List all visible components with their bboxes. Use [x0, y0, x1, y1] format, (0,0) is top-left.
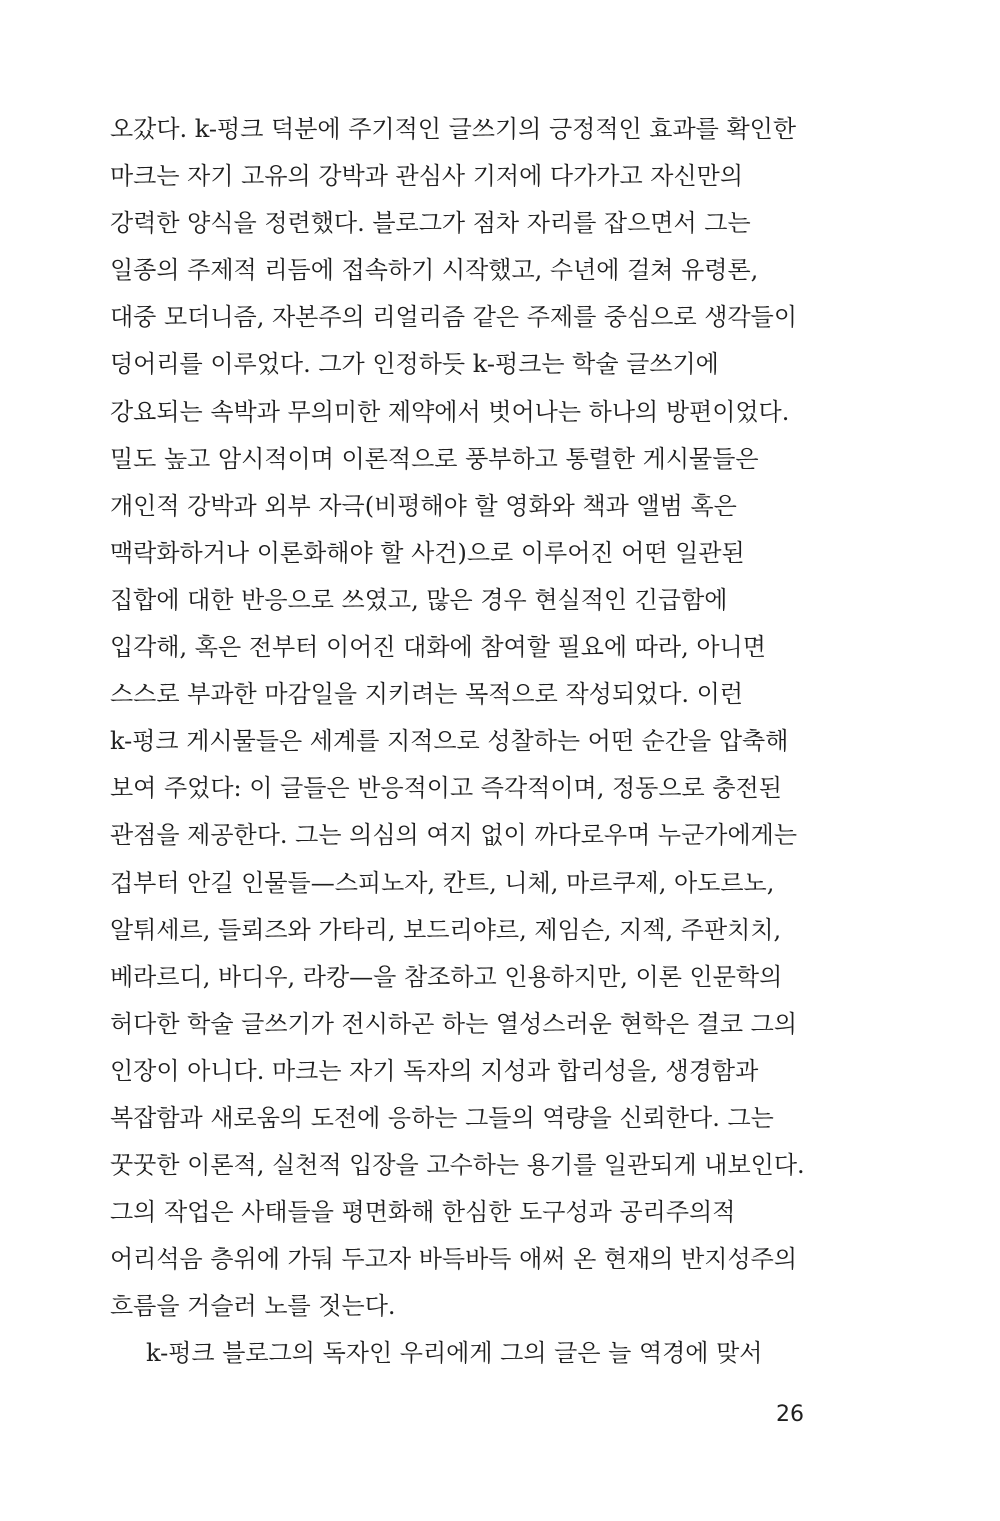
text-line: 맥락화하거나 이론화해야 할 사건)으로 이루어진 어떤 일관된 [110, 538, 745, 567]
text-line: 허다한 학술 글쓰기가 전시하곤 하는 열성스러운 현학은 결코 그의 [110, 1009, 797, 1038]
text-line: 밀도 높고 암시적이며 이론적으로 풍부하고 통렬한 게시물들은 [110, 444, 759, 473]
text-line: 알튀세르, 들뢰즈와 가타리, 보드리야르, 제임슨, 지젝, 주판치치, [110, 915, 782, 944]
text-line: 입각해, 혹은 전부터 이어진 대화에 참여할 필요에 따라, 아니면 [110, 633, 766, 662]
text-line: 겁부터 안길 인물들—스피노자, 칸트, 니체, 마르쿠제, 아도르노, [110, 868, 775, 897]
text-line: 마크는 자기 고유의 강박과 관심사 기저에 다가가고 자신만의 [110, 162, 744, 191]
paragraph-first-line: k-펑크 블로그의 독자인 우리에게 그의 글은 늘 역경에 맞서 [146, 1339, 763, 1368]
text-line: 집합에 대한 반응으로 쓰였고, 많은 경우 현실적인 긴급함에 [110, 585, 728, 614]
text-line: 오갔다. k-펑크 덕분에 주기적인 글쓰기의 긍정적인 효과를 확인한 [110, 115, 797, 143]
text-line: 흐름을 거슬러 노를 젓는다. [110, 1292, 396, 1321]
text-line: 일종의 주제적 리듬에 접속하기 시작했고, 수년에 걸쳐 유령론, [110, 256, 759, 285]
text-line: 그의 작업은 사태들을 평면화해 한심한 도구성과 공리주의적 [110, 1198, 736, 1227]
text-line: 개인적 강박과 외부 자극(비평해야 할 영화와 책과 앨범 혹은 [110, 491, 737, 520]
page-number: 26 [776, 1402, 804, 1427]
text-line: 보여 주었다: 이 글들은 반응적이고 즉각적이며, 정동으로 충전된 [110, 774, 782, 803]
text-line: 복잡함과 새로움의 도전에 응하는 그들의 역량을 신뢰한다. 그는 [110, 1103, 774, 1132]
text-line: 관점을 제공한다. 그는 의심의 여지 없이 까다로우며 누군가에게는 [110, 821, 797, 850]
text-line: 강력한 양식을 정련했다. 블로그가 점차 자리를 잡으면서 그는 [110, 209, 751, 238]
text-line: 꿋꿋한 이론적, 실천적 입장을 고수하는 용기를 일관되게 내보인다. [110, 1151, 805, 1180]
text-line: k-펑크 게시물들은 세계를 지적으로 성찰하는 어떤 순간을 압축해 [110, 727, 789, 756]
text-line: 스스로 부과한 마감일을 지키려는 목적으로 작성되었다. 이런 [110, 680, 744, 709]
text-line: 덩어리를 이루었다. 그가 인정하듯 k-펑크는 학술 글쓰기에 [110, 350, 719, 379]
text-line: 베라르디, 바디우, 라캉—을 참조하고 인용하지만, 이론 인문학의 [110, 962, 783, 991]
text-line: 어리석음 층위에 가둬 두고자 바득바득 애써 온 현재의 반지성주의 [110, 1245, 797, 1274]
text-line: 대중 모더니즘, 자본주의 리얼리즘 같은 주제를 중심으로 생각들이 [110, 303, 797, 332]
body-text [110, 106, 830, 1378]
text-line: 인장이 아니다. 마크는 자기 독자의 지성과 합리성을, 생경함과 [110, 1056, 759, 1085]
text-line: 강요되는 속박과 무의미한 제약에서 벗어나는 하나의 방편이었다. [110, 397, 790, 426]
